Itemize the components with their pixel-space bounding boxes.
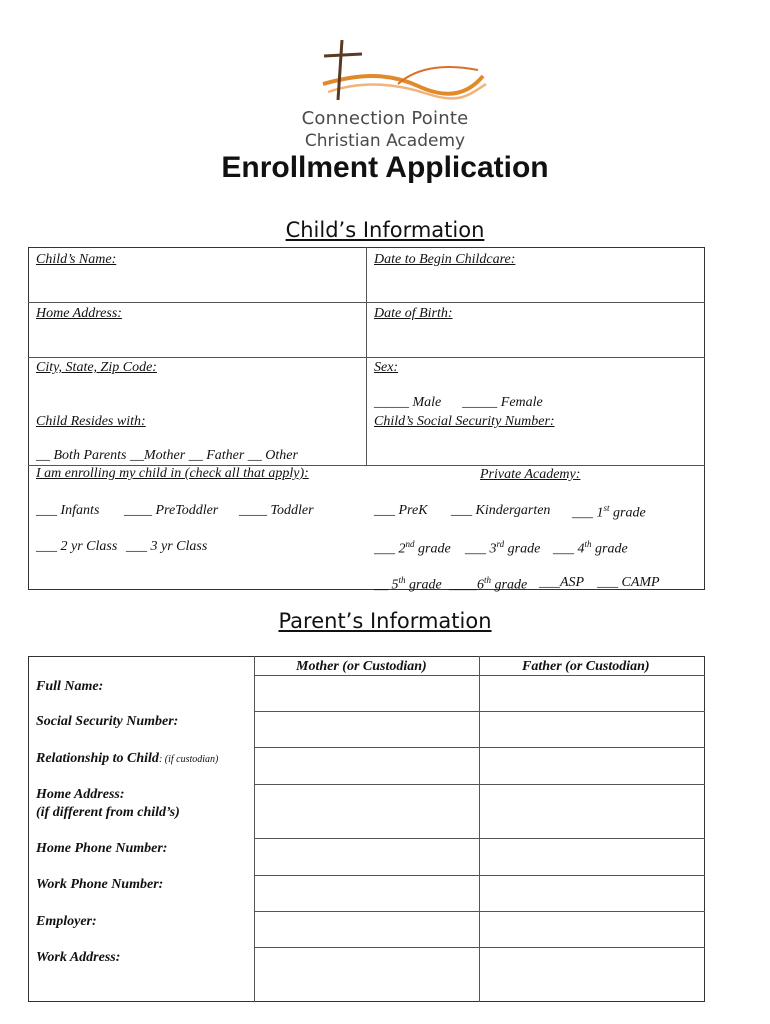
row-divider <box>254 784 705 785</box>
sex-options[interactable]: _____ Male _____ Female <box>374 395 543 410</box>
second-grade-sup: nd <box>405 539 415 549</box>
fourth-grade-sup: th <box>584 539 592 549</box>
pretoddler-option[interactable]: ____ PreToddler <box>124 503 219 518</box>
child-ssn-label: Child’s Social Security Number: <box>374 414 555 429</box>
enrolling-prompt: I am enrolling my child in (check all that apply): <box>36 466 309 481</box>
first-grade-blank: ___ 1 <box>572 505 604 521</box>
grade-word: grade <box>491 577 528 593</box>
mother-column-header: Mother (or Custodian) <box>296 659 427 674</box>
parents-information-table <box>28 656 705 1002</box>
second-grade-blank: ___ 2 <box>374 541 406 557</box>
private-academy-label: Private Academy: <box>480 467 581 482</box>
academy-logo <box>318 36 488 104</box>
kindergarten-option[interactable]: ___ Kindergarten <box>451 503 551 518</box>
date-begin-label: Date to Begin Childcare: <box>374 252 516 267</box>
relationship-text: Relationship to Child <box>36 751 159 766</box>
row-divider <box>28 357 705 358</box>
employer-label: Employer: <box>36 914 97 929</box>
home-phone-label: Home Phone Number: <box>36 841 168 856</box>
home-address-label: Home Address: <box>36 306 122 321</box>
fourth-grade-blank: ___ 4 <box>553 541 585 557</box>
home-address-note: (if different from child’s) <box>36 805 180 820</box>
date-of-birth-label: Date of Birth: <box>374 306 453 321</box>
three-year-class-option[interactable]: ___ 3 yr Class <box>126 539 208 554</box>
city-state-zip-label: City, State, Zip Code: <box>36 360 157 375</box>
camp-option[interactable]: ___ CAMP <box>597 575 660 590</box>
third-grade-blank: ___ 3 <box>465 541 497 557</box>
third-grade-sup: rd <box>496 539 505 549</box>
column-divider <box>254 656 255 1002</box>
work-address-label: Work Address: <box>36 950 121 965</box>
asp-option[interactable]: ___ASP <box>539 575 585 590</box>
first-grade-sup: st <box>603 503 610 513</box>
fifth-grade-sup: th <box>398 575 406 585</box>
relationship-note: : (if custodian) <box>158 754 219 765</box>
row-divider <box>28 302 705 303</box>
grade-word: grade <box>504 541 541 557</box>
org-name-line1: Connection Pointe <box>301 108 469 129</box>
childs-name-label: Child’s Name: <box>36 252 117 267</box>
grade-word: grade <box>609 505 646 521</box>
row-divider <box>254 747 705 748</box>
relationship-label <box>36 751 218 767</box>
row-divider <box>254 711 705 712</box>
fourth-grade-option[interactable] <box>553 539 628 558</box>
resides-with-options[interactable]: __ Both Parents __Mother __ Father __ Other <box>36 448 298 463</box>
grade-word: grade <box>414 541 451 557</box>
column-divider <box>479 656 480 1002</box>
fifth-grade-blank: __ 5 <box>374 577 399 593</box>
parent-home-address-label: Home Address: <box>36 787 125 802</box>
document-title: Enrollment Application <box>221 151 549 184</box>
resides-with-label: Child Resides with: <box>36 414 146 429</box>
org-name-line2: Christian Academy <box>304 131 466 151</box>
father-column-header: Father (or Custodian) <box>522 659 650 674</box>
sixth-grade-blank: ____6 <box>449 577 484 593</box>
infants-option[interactable]: ___ Infants <box>36 503 100 518</box>
second-grade-option[interactable] <box>374 539 451 558</box>
row-divider <box>254 875 705 876</box>
column-divider <box>366 247 367 465</box>
childs-information-heading: Child’s Information <box>285 218 485 242</box>
grade-word: grade <box>591 541 628 557</box>
third-grade-option[interactable] <box>465 539 540 558</box>
toddler-option[interactable]: ____ Toddler <box>239 503 314 518</box>
parents-information-heading: Parent’s Information <box>278 609 492 633</box>
sixth-grade-option[interactable] <box>449 575 527 594</box>
sixth-grade-sup: th <box>484 575 492 585</box>
row-divider <box>254 838 705 839</box>
row-divider <box>254 911 705 912</box>
sex-label: Sex: <box>374 360 399 375</box>
prek-option[interactable]: ___ PreK <box>374 503 428 518</box>
work-phone-label: Work Phone Number: <box>36 877 164 892</box>
grade-word: grade <box>405 577 442 593</box>
two-year-class-option[interactable]: ___ 2 yr Class <box>36 539 118 554</box>
row-divider <box>254 675 705 676</box>
parent-ssn-label: Social Security Number: <box>36 714 179 729</box>
fifth-grade-option[interactable] <box>374 575 442 594</box>
full-name-label: Full Name: <box>36 679 104 694</box>
row-divider <box>254 947 705 948</box>
first-grade-option[interactable] <box>572 503 646 522</box>
